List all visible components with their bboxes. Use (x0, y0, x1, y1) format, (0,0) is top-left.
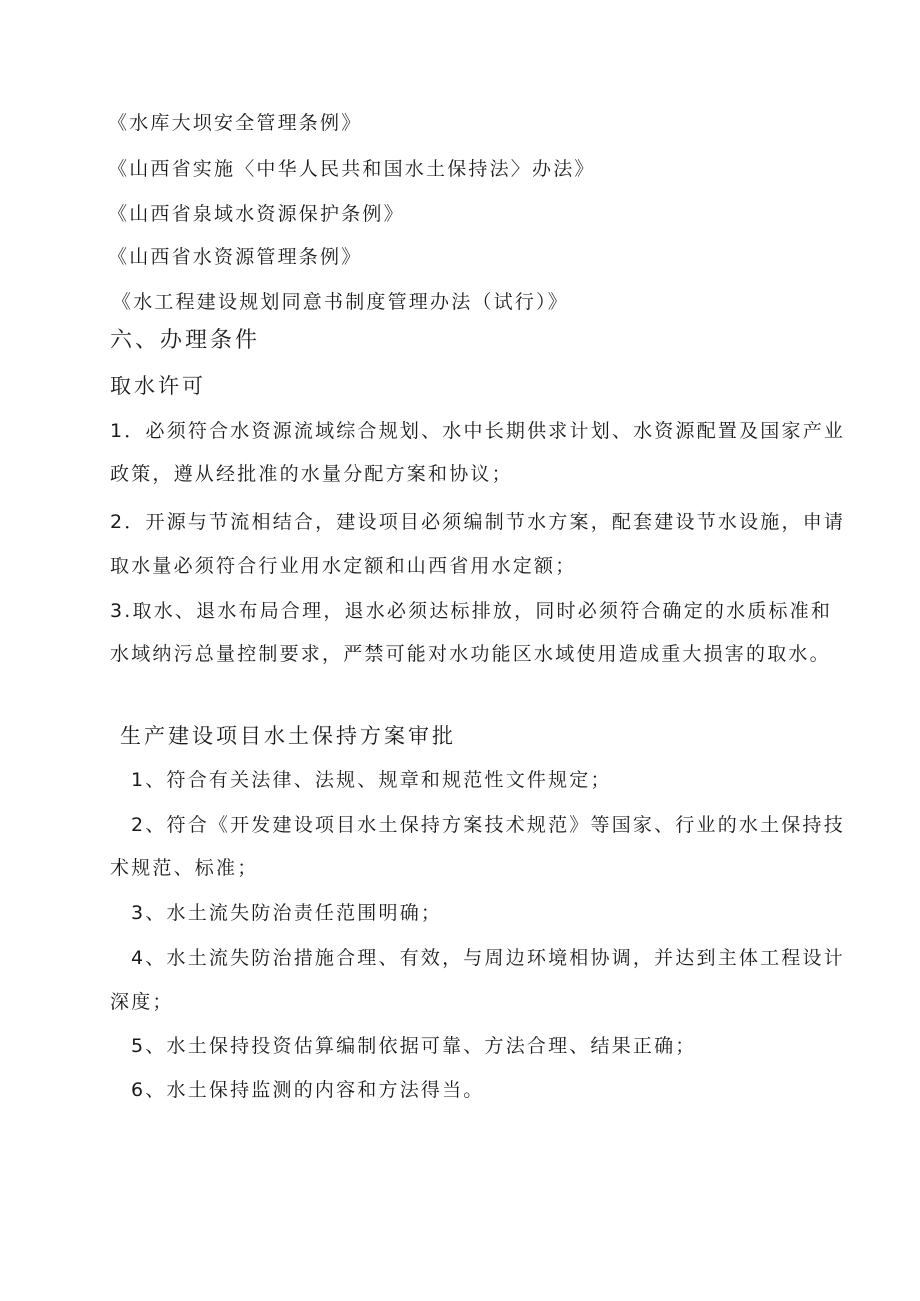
water-permit-line-6: 水域纳污总量控制要求，严禁可能对水功能区水域使用造成重大损害的取水。 (110, 643, 831, 665)
law-item-5: 《水工程建设规划同意书制度管理办法（试行）》 (112, 291, 569, 313)
soil-plan-line-3: 术规范、标准； (110, 857, 259, 879)
water-permit-line-1: 1．必须符合水资源流域综合规划、水中长期供求计划、水资源配置及国家产业 (110, 420, 846, 442)
water-permit-line-4: 取水量必须符合行业用水定额和山西省用水定额； (110, 555, 577, 577)
soil-plan-line-6: 深度； (110, 991, 174, 1013)
water-permit-line-2: 政策，遵从经批准的水量分配方案和协议； (110, 463, 513, 485)
water-permit-line-5: 3.取水、退水布局合理，退水必须达标排放，同时必须符合确定的水质标准和 (110, 600, 833, 622)
soil-plan-line-8: 6、水土保持监测的内容和方法得当。 (131, 1079, 485, 1101)
soil-plan-line-5: 4、水土流失防治措施合理、有效，与周边环境相协调，并达到主体工程设计 (131, 947, 845, 969)
soil-plan-line-1: 1、符合有关法律、法规、规章和规范性文件规定； (131, 769, 612, 791)
water-permit-line-3: 2．开源与节流相结合，建设项目必须编制节水方案，配套建设节水设施，申请 (110, 511, 846, 533)
water-permit-title: 取水许可 (110, 374, 206, 398)
soil-plan-line-2: 2、符合《开发建设项目水土保持方案技术规范》等国家、行业的水土保持技 (131, 814, 845, 836)
section-title: 六、办理条件 (110, 328, 261, 353)
law-item-3: 《山西省泉域水资源保护条例》 (108, 203, 405, 225)
soil-plan-line-4: 3、水土流失防治责任范围明确； (131, 902, 443, 924)
law-item-2: 《山西省实施〈中华人民共和国水土保持法〉办法》 (108, 158, 596, 180)
soil-plan-line-7: 5、水土保持投资估算编制依据可靠、方法合理、结果正确； (131, 1035, 697, 1057)
soil-plan-title: 生产建设项目水土保持方案审批 (120, 724, 456, 748)
law-item-1: 《水库大坝安全管理条例》 (108, 112, 363, 134)
law-item-4: 《山西省水资源管理条例》 (108, 246, 363, 268)
